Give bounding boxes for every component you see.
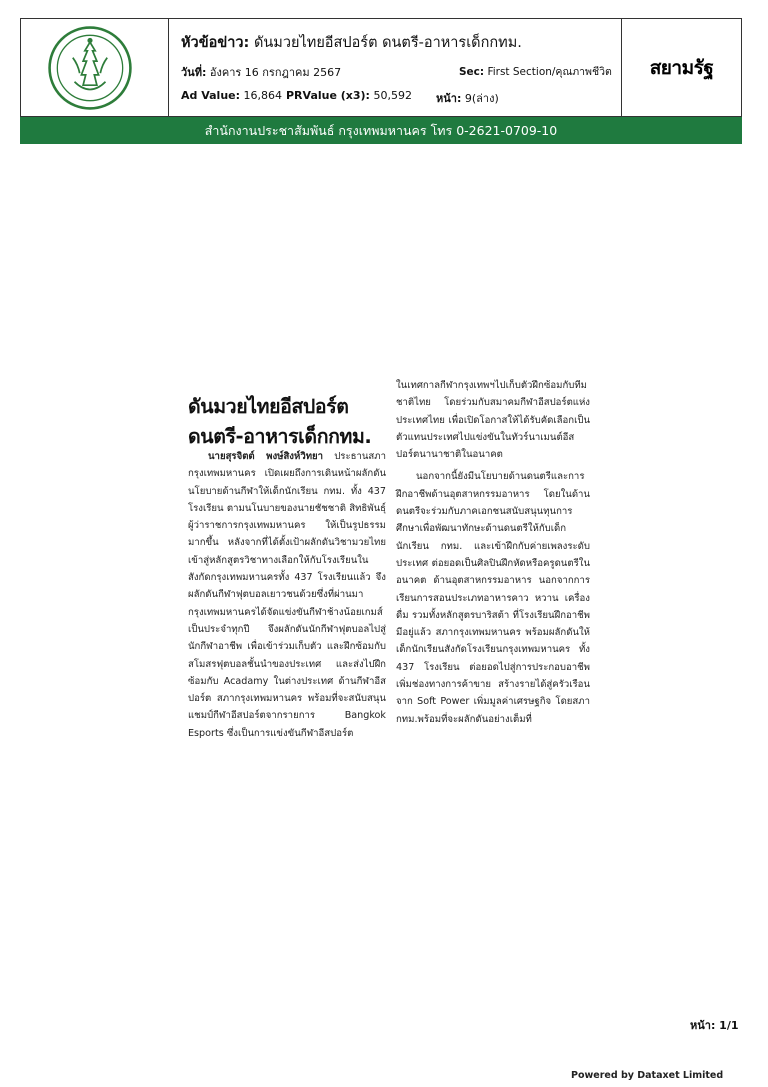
- powered-by: Powered by Dataxet Limited: [571, 1070, 724, 1081]
- article-title-line1: ดันมวยไทยอีสปอร์ต: [188, 395, 349, 418]
- newspaper-cell: [622, 19, 741, 116]
- headline-label: หัวข้อข่าว:: [181, 35, 250, 51]
- page-label: หน้า:: [436, 92, 462, 105]
- section-row: [459, 63, 612, 80]
- article-title: [188, 392, 388, 452]
- bma-seal-icon: [47, 25, 133, 111]
- page-value: 9(ล่าง): [464, 92, 499, 105]
- info-cell: [169, 19, 622, 116]
- article-title-line2: ดนตรี-อาหารเด็กกทม.: [188, 425, 372, 448]
- article-column-1: [188, 448, 386, 742]
- column-2-paragraph-1: ในเทศกาลกีฬากรุงเทพฯไปเก็บตัวฝึกซ้อมกับทีมชาติไทย โดยร่วมกับสมาคมกีฬาอีสปอร์ตแห่งประเทศไทย เพื่อเปิดโอกาสให้ได้รับคัดเลือกเป็นตัวแทนประเทศไปแข่งขันในทัวร์นาเมนต์อีสปอร์ตนานาชาติในอนาคต: [396, 380, 590, 461]
- contact-bar: [20, 117, 742, 144]
- newspaper-name: สยามรัฐ: [649, 56, 714, 79]
- ad-value-label: Ad Value:: [181, 89, 241, 102]
- date-value: อังคาร 16 กรกฎาคม 2567: [209, 66, 342, 79]
- date-row: [181, 63, 341, 81]
- pr-value-row: [286, 89, 412, 102]
- section-label: Sec:: [459, 66, 485, 78]
- contact-text: สำนักงานประชาสัมพันธ์ กรุงเทพมหานคร โทร 0-2621-0709-10: [204, 122, 558, 138]
- lead-name: นายสุรจิตต์ พงษ์สิงห์วิทยา: [208, 451, 324, 462]
- logo-cell: [21, 19, 169, 116]
- ad-value-row: [181, 89, 282, 102]
- date-label: วันที่:: [181, 66, 207, 79]
- headline-text: ดันมวยไทยอีสปอร์ต ดนตรี-อาหารเด็กกทม.: [253, 35, 522, 51]
- page-row: [436, 89, 499, 107]
- page-counter: หน้า: 1/1: [690, 1019, 739, 1032]
- column-2-paragraph-2: นอกจากนี้ยังมีนโยบายด้านดนตรีและการฝึกอาชีพด้านอุตสาหกรรมอาหาร โดยในด้านดนตรีจะร่วมกับภาคเอกชนสนับสนุนทุนการศึกษาเพื่อพัฒนาทักษะด้านดนตรีให้กับเด็กนักเรียน กทม. และเข้าฝึกกับค่ายเพลงระดับประเทศ ต่อยอดเป็นศิลปินฝึกหัดหรือครูดนตรีในอนาคต ด้านอุตสาหกรรมอาหาร นอกจากการเรียนการสอนประเภทอาหารคาว หวาน เครื่องดื่ม รวมทั้งหลักสูตรบาริสต้า ที่โรงเรียนฝึกอาชีพมีอยู่แล้ว สภากรุงเทพมหานคร พร้อมผลักดันให้เด็กนักเรียนสังกัดโรงเรียนกรุงเทพมหานคร ทั้ง 437 โรงเรียน ต่อยอดไปสู่การประกอบอาชีพ เพิ่มช่องทางการค้าขาย สร้างรายได้สู่ครัวเรือน จาก Soft Power เพิ่มมูลค่าเศรษฐกิจ โดยสภากทม.พร้อมที่จะผลักดันอย่างเต็มที่: [396, 471, 590, 725]
- article-column-2: [396, 377, 590, 728]
- column-1-text: ประธานสภากรุงเทพมหานคร เปิดเผยถึงการเดินหน้าผลักดันนโยบายด้านกีฬาให้เด็กนักเรียน กทม. ทั้ง 437 โรงเรียน ตามนโนบายของนายชัชชาติ สิทธิพันธุ์ ผู้ว่าราชการกรุงเทพมหานคร ให้เป็นรูปธรรมมากขึ้น หลังจากที่ได้ตั้งเป้าผลักดันวิชามวยไทยเข้าสู่หลักสูตรวิชาทางเลือกให้กับโรงเรียนในสังกัดกรุงเทพมหานครทั้ง 437 โรงเรียนแล้ว จึงผลักดันกีฬาฟุตบอลเยาวชนด้วยซึ่งที่ผ่านมากรุงเทพมหานครได้จัดแข่งขันกีฬาช้างน้อยเกมส์เป็นประจำทุกปี จึงผลักดันนักกีฬาฟุตบอลไปสู่นักกีฬาอาชีพ เพื่อเข้าร่วมเก็บตัว และฝึกซ้อมกับสโมสรฟุตบอลชั้นนำของประเทศ และส่งไปฝึกซ้อมกับ Acadamy ในต่างประเทศ ด้านกีฬาอีสปอร์ต สภากรุงเทพมหานคร พร้อมที่จะสนับสนุนแชมป์กีฬาอีสปอร์ตจากรายการ Bangkok Esports ซึ่งเป็นการแข่งขันกีฬาอีสปอร์ต: [188, 451, 386, 739]
- pr-value-label: PRValue (x3):: [286, 89, 370, 102]
- clipping-header: [20, 18, 742, 117]
- headline-row: [181, 31, 522, 54]
- pr-value: 50,592: [373, 89, 412, 102]
- section-value: First Section/คุณภาพชีวิต: [487, 66, 612, 78]
- ad-value: 16,864: [243, 89, 283, 102]
